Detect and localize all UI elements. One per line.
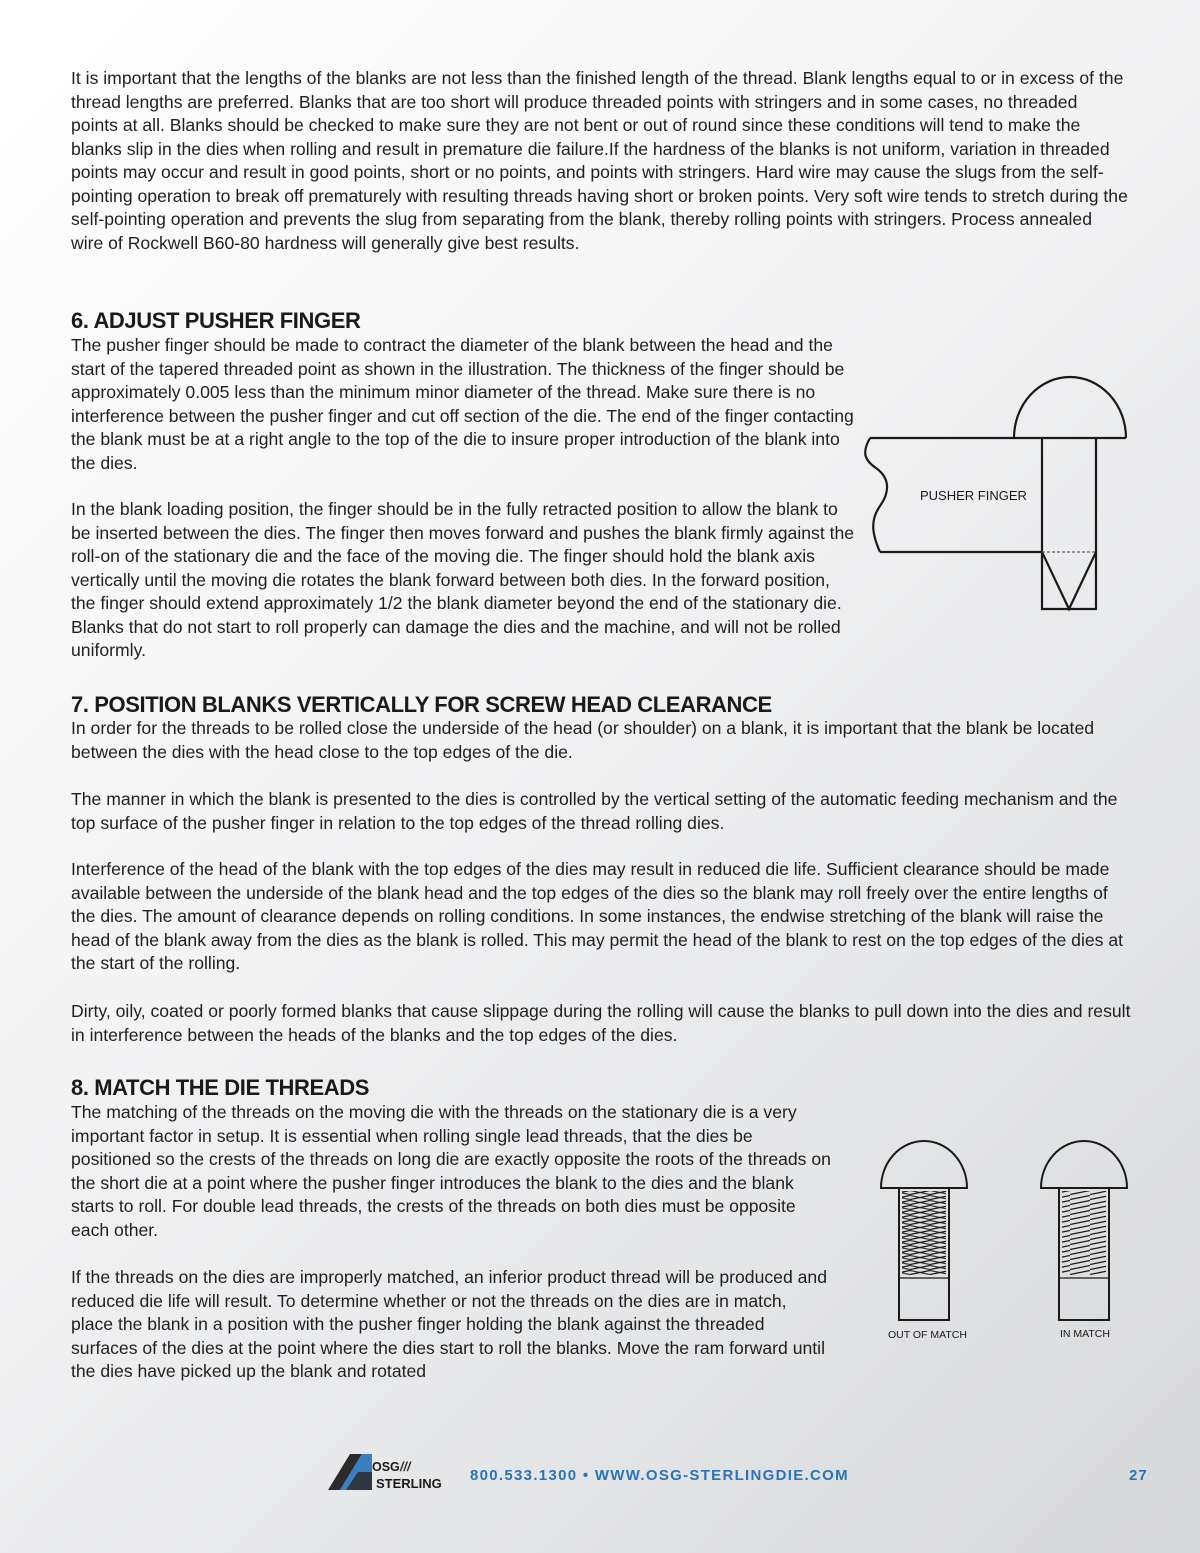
section-6-paragraph-1: The pusher finger should be made to contract the diameter of the blank between the head and the start of the tapered threaded point as shown in the illustration. The thickness of the finger should be approximately 0.005 less than the minimum minor diameter of the thread. Make sure there is no interference between the pusher finger and cut off section of the die. The end of the finger contacting the blank must be at a right angle to the top of the die to insure proper introduction of the blank into the dies. [71,335,854,473]
pusher-finger-label: PUSHER FINGER [920,488,1027,503]
section-6-heading: 6. ADJUST PUSHER FINGER [71,308,361,333]
section-7-paragraph-2: The manner in which the blank is presented to the dies is controlled by the vertical setting of the automatic feeding mechanism and the top surface of the pusher finger in relation to the top edges of the thread rolling dies. [71,789,1118,833]
section-8-paragraph-1: The matching of the threads on the moving die with the threads on the stationary die is a very important factor in setup. It is essential when rolling single lead threads, that the dies be positioned so the crests of the threads on long die are exactly opposite the roots of the threads on the short die at a point where the pusher finger introduces the blank to the dies and the blank starts to roll. For double lead threads, the crests of the threads on both dies must be opposite each other. [71,1102,831,1240]
in-match-label: IN MATCH [1060,1328,1110,1340]
page-number: 27 [1129,1467,1148,1484]
intro-paragraph: It is important that the lengths of the blanks are not less than the finished length of the thread. Blank lengths equal to or in excess of the thread lengths are preferred. Blanks that are too short will produce threaded points with stringers and in some cases, no threaded points at all. Blanks should be checked to make sure they are not bent or out of round since these conditions will tend to make the blanks slip in the dies when rolling and result in premature die failure.If the hardness of the blanks is not uniform, variation in threaded points may occur and result in good points, short or no points, and points with stringers. Hard wire may cause the slugs from the self-pointing operation to break off prematurely with resulting threads having short or broken points. Very soft wire tends to stretch during the self-pointing operation and prevents the slug from separating from the blank, thereby rolling points with stringers. Process annealed wire of Rockwell B60-80 hardness will generally give best results. [71,68,1128,253]
logo-slashes: /// [400,1460,411,1474]
logo-text-top: OSG [372,1460,400,1474]
section-8-paragraph-2: If the threads on the dies are improperly matched, an inferior product thread will be produced and reduced die life will result. To determine whether or not the threads on the dies are in match, place the blank in a position with the pusher finger holding the blank against the threaded surfaces of the dies at the point where the dies start to roll the blanks. Move the ram forward until the dies have picked up the blank and rotated [71,1267,827,1381]
section-7-paragraph-4: Dirty, oily, coated or poorly formed blanks that cause slippage during the rolling will cause the blanks to pull down into the dies and result in interference between the heads of the blanks and the top edges of the dies. [71,1001,1131,1045]
section-7-paragraph-3: Interference of the head of the blank with the top edges of the dies may result in reduced die life. Sufficient clearance should be made available between the underside of the blank head and the top edges of the dies so the blank may roll freely over the entire lengths of the dies. The amount of clearance depends on rolling conditions. In some instances, the endwise stretching of the blank will raise the head of the blank away from the dies as the blank is rolled. This may permit the head of the blank to rest on the top edges of the dies at the start of the rolling. [71,859,1124,973]
thread-match-figure [870,1135,1145,1350]
section-7-paragraph-1: In order for the threads to be rolled close the underside of the head (or shoulder) on a blank, it is important that the blank be located between the dies with the head close to the top edges of the die. [71,718,1095,762]
pusher-finger-diagram [860,372,1135,617]
section-8-heading: 8. MATCH THE DIE THREADS [71,1075,370,1100]
section-6-paragraph-2: In the blank loading position, the finger should be in the fully retracted position to allow the blank to be inserted between the dies. The finger then moves forward and pushes the blank firmly against the roll-on of the stationary die and the face of the moving die. The finger should hold the blank axis vertically until the moving die rotates the blank forward between both dies. In the forward position, the finger should extend approximately 1/2 the blank diameter beyond the end of the stationary die. Blanks that do not start to roll properly can damage the dies and the machine, and will not be rolled uniformly. [71,499,855,660]
osg-sterling-logo [328,1452,460,1492]
section-7-heading: 7. POSITION BLANKS VERTICALLY FOR SCREW HEAD CLEARANCE [71,692,772,717]
thread-match-diagram [870,1135,1145,1350]
out-of-match-label: OUT OF MATCH [888,1329,967,1341]
footer-contact[interactable]: 800.533.1300 • WWW.OSG-STERLINGDIE.COM [470,1467,849,1484]
pusher-finger-figure [860,372,1135,617]
logo-text-bottom: STERLING [376,1476,442,1491]
